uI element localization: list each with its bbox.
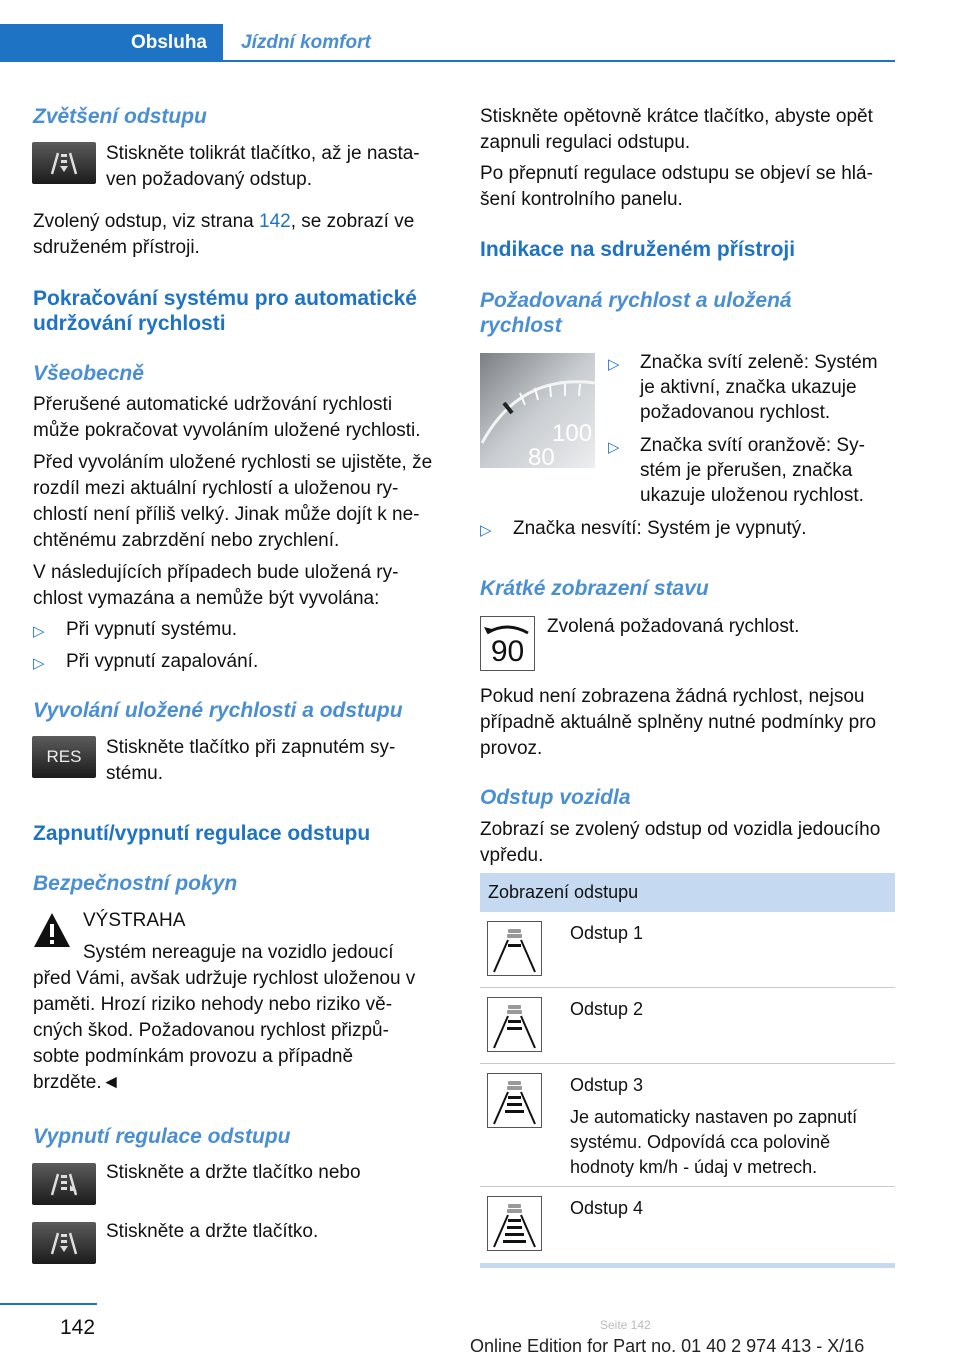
heading-zvetseni: Zvětšení odstupu [33,105,207,128]
warning-text-4: cných škod. Požadovanou rychlost přizpů‐ [33,1020,389,1041]
heading-pokracovani-1: Pokračování systému pro automatické [33,287,417,310]
text-r2-1: Po přepnutí regulace odstupu se objeví se hlá‐ [480,163,873,184]
text-r2-2: šení kontrolního panelu. [480,189,683,210]
text-pokud-3: provoz. [480,738,543,759]
table-bottom-rule [480,1263,895,1268]
heading-odstup: Odstup vozidla [480,786,631,809]
warning-text-1: Systém nereaguje na vozidlo jedoucí [83,942,394,963]
tab-obsluha[interactable]: Obsluha [0,24,223,62]
footer-watermark: Seite 142 [600,1318,651,1332]
text-vs1-1: Přerušené automatické udržování rychlosti [33,394,393,415]
table-row-2-label: Odstup 2 [570,999,644,1019]
text-zvetseni-1: Stiskněte tolikrát tlačítko, až je nasta‐ [106,143,420,164]
distance-button-icon [32,142,96,184]
distance-4-icon [487,1196,542,1251]
res-button-icon: RES [32,736,96,778]
table-row-1-label: Odstup 1 [570,923,644,943]
text-vypnuti-1: Stiskněte a držte tlačítko nebo [106,1162,361,1183]
bullet-r1-2: je aktivní, značka ukazuje [640,377,857,398]
bullet-triangle-icon: ▷ [33,655,45,672]
text-vs2-4: chtěnému zabrzdění nebo zrychlení. [33,530,340,551]
warning-text-6: brzděte.◄ [33,1072,121,1093]
footer-edition: Online Edition for Part no. 01 40 2 974 413 - X/16 [470,1336,865,1356]
header-tabs [0,24,960,62]
table-row-3-desc-2: systému. Odpovídá cca polovině [570,1132,831,1152]
bullet-triangle-icon: ▷ [608,439,620,456]
tab-jizdni-komfort[interactable]: Jízdní komfort [241,32,371,53]
bullet-triangle-icon: ▷ [480,522,492,539]
text-kratke: Zvolená požadovaná rychlost. [547,616,800,637]
heading-kratke: Krátké zobrazení stavu [480,577,709,600]
table-row-3-label: Odstup 3 [570,1075,644,1095]
bullet-triangle-icon: ▷ [33,623,45,640]
table-row-divider [480,987,895,988]
warning-text-5: sobte podmínkám provozu a případně [33,1046,354,1067]
text-res-2: stému. [106,763,164,784]
warning-title: VÝSTRAHA [83,910,186,931]
header-rule [0,60,895,62]
gauge-label-80: 80 [528,444,555,468]
page-number: 142 [60,1316,96,1339]
bullet-text-1: Při vypnutí systému. [66,619,238,640]
heading-pokracovani-2: udržování rychlosti [33,312,226,335]
text-pokud-2: případně aktuálně splněny nutné podmínky pro [480,712,877,733]
text-vs2-1: Před vyvoláním uložené rychlosti se ujistěte, že [33,452,433,473]
heading-vseobecne: Všeobecně [33,362,144,385]
text-zvoleny-post: , se zobrazí ve [290,211,415,232]
table-row-3-desc-1: Je automaticky nastaven po zapnutí [570,1107,858,1127]
table-row-4-label: Odstup 4 [570,1198,644,1218]
gauge-label-100: 100 [552,420,593,447]
heading-vyvolani: Vyvolání uložené rychlosti a odstupu [33,699,403,722]
distance-3-icon [487,1073,542,1128]
distance-button-icon [32,1222,96,1264]
bullet-r1-3: požadovanou rychlost. [640,402,831,423]
warning-icon [32,911,72,949]
table-row-3-desc-3: hodnoty km/h - údaj v metrech. [570,1157,818,1177]
bullet-r2-1: Značka svítí oranžově: Sy‐ [640,435,865,456]
text-vs3-1: V následujících případech bude uložená ry‐ [33,562,399,583]
heading-vypnuti: Vypnutí regulace odstupu [33,1125,291,1148]
heading-bezpecnostni: Bezpečnostní pokyn [33,872,238,895]
distance-2-icon [487,997,542,1052]
bullet-r2-3: ukazuje uloženou rychlost. [640,485,864,506]
text-r1-1: Stiskněte opětovně krátce tlačítko, abyste opět [480,106,873,127]
speed-value: 90 [490,635,525,668]
text-r1-2: zapnuli regulaci odstupu. [480,132,691,153]
warning-text-2: před Vámi, avšak udržuje rychlost uloženou v [33,968,416,989]
heading-indikace: Indikace na sdruženém přístroji [480,238,796,261]
text-vs3-2: chlost vymazána a nemůže být vyvolána: [33,588,380,609]
text-pokud-1: Pokud není zobrazena žádná rychlost, nejsou [480,686,865,707]
text-odstup-1: Zobrazí se zvolený odstup od vozidla jedoucího [480,819,881,840]
heading-pozadovana-2: rychlost [480,314,562,337]
bullet-r2-2: stém je přerušen, značka [640,460,853,481]
warning-text-3: paměti. Hrozí riziko nehody nebo riziko vě‐ [33,994,393,1015]
text-zvetseni-2: ven požadovaný odstup. [106,169,312,190]
table-row-divider [480,1186,895,1187]
speed-status-icon [480,616,535,671]
text-res-1: Stiskněte tlačítko při zapnutém sy‐ [106,737,396,758]
speedometer-image [480,353,595,468]
text-zvoleny [33,209,414,235]
text-vypnuti-2: Stiskněte a držte tlačítko. [106,1221,319,1242]
text-zvoleny-2: sdruženém přístroji. [33,237,200,258]
text-odstup-2: vpředu. [480,845,544,866]
page-number-rule [0,1303,97,1305]
bullet-r1-1: Značka svítí zeleně: Systém [640,352,878,373]
table-header: Zobrazení odstupu [480,873,895,912]
heading-pozadovana-1: Požadovaná rychlost a uložená [480,289,792,312]
bullet-triangle-icon: ▷ [608,356,620,373]
link-page-142[interactable]: 142 [259,211,291,232]
bullet-text-2: Při vypnutí zapalování. [66,651,259,672]
distance-1-icon [487,921,542,976]
text-vs2-3: chlostí není příliš velký. Jinak může dojít k ne‐ [33,504,420,525]
heading-zapnuti: Zapnutí/vypnutí regulace odstupu [33,822,371,845]
table-row-divider [480,1063,895,1064]
distance-button-icon [32,1163,96,1205]
text-vs2-2: rozdíl mezi aktuální rychlostí a uloženou ry‐ [33,478,399,499]
text-zvoleny-pre: Zvolený odstup, viz strana [33,211,259,232]
text-vs1-2: může pokračovat vyvoláním uložené rychlosti. [33,420,421,441]
bullet-r3: Značka nesvítí: Systém je vypnutý. [513,518,807,539]
